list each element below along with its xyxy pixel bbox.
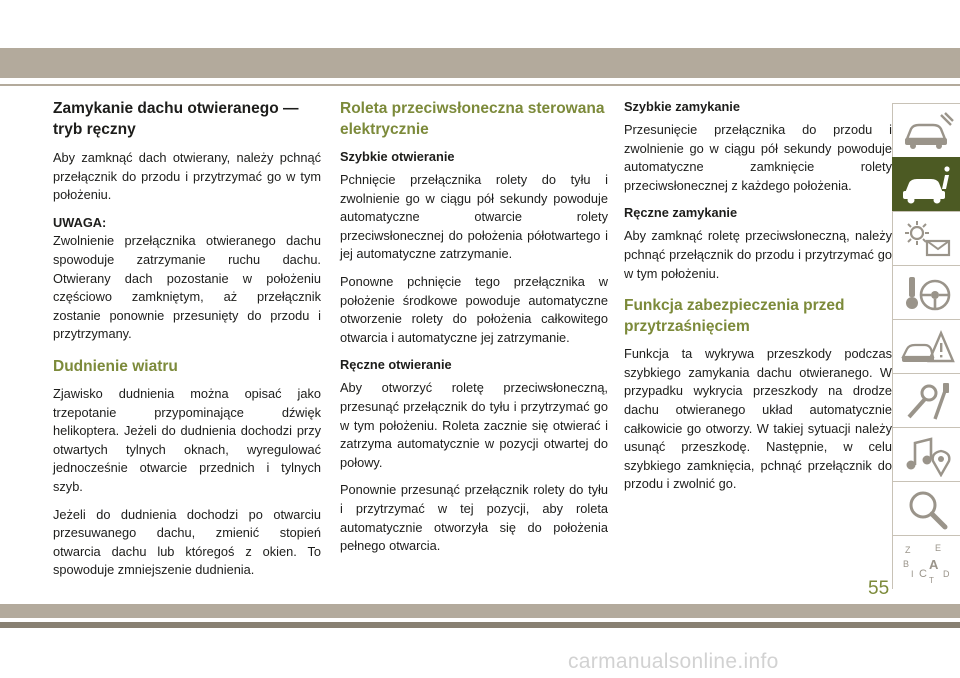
chapter-tab-sidebar — [892, 103, 960, 589]
top-divider — [0, 84, 960, 86]
wrench-and-screwdriver-icon — [899, 379, 955, 423]
alphabet-index-icon — [899, 541, 955, 585]
chapter-tab-instrument-panel[interactable] — [892, 211, 960, 265]
paragraph: Pchnięcie przełącznika rolety do tyłu i zwolnienie go w ciągu pół sekundy powoduje automatyczne otwarcie rolety przeciwsłonecznej do położenia półotwartego i jej automatyczne zatrzymanie. — [340, 172, 608, 262]
magnifier-icon — [899, 487, 955, 531]
chapter-tab-specifications[interactable] — [892, 481, 960, 535]
paragraph: Aby otworzyć roletę przeciwsłoneczną, przesunąć przełącznik do tyłu i przytrzymać go w tym położeniu. Roleta zacznie się otwierać i zatrzyma automatycznie w pozycji otwartej do połowy. — [340, 380, 608, 470]
paragraph: Jeżeli do dudnienia dochodzi po otwarciu przesuwanego dachu, zmienić stopień otwarcia dachu lub któregoś z okien. To spowoduje zmniejszenie dudnienia. — [53, 506, 321, 578]
car-info-icon — [899, 163, 955, 207]
index-letter: T — [929, 576, 934, 585]
index-letter: B — [903, 559, 910, 569]
column-left — [53, 98, 321, 580]
column-middle — [340, 98, 608, 556]
paragraph: Zjawisko dudnienia można opisać jako trzepotanie przypominające dźwięk helikoptera. Jeżeli do dudnienia dochodzi przy otwartych tylnych oknach, wyregulować jednocześnie otwarcie przednich i tylnych szyb. — [53, 385, 321, 494]
paragraph: Aby zamknąć dach otwierany, należy pchnąć przełącznik do przodu i przytrzymać go w tym położeniu. — [53, 150, 321, 203]
index-letter: E — [935, 543, 942, 553]
paragraph: Przesunięcie przełącznika do przodu i zwolnienie go w ciągu pół sekundy powoduje automatyczne zamknięcie rolety przeciwsłonecznej z każdego położenia. — [624, 122, 892, 193]
bottom-decorative-band — [0, 604, 960, 618]
chapter-tab-multimedia[interactable] — [892, 427, 960, 481]
chapter-tab-controls-active[interactable] — [892, 157, 960, 211]
page-number: 55 — [868, 578, 890, 599]
subheading-express-open: Szybkie otwieranie — [340, 149, 455, 164]
column-right — [624, 98, 892, 494]
watermark-text: carmanualsonline.info — [568, 650, 779, 673]
bottom-divider — [0, 622, 960, 628]
chapter-tab-getting-to-know[interactable] — [892, 103, 960, 157]
paragraph: Ponownie przesunąć przełącznik rolety do tyłu i przytrzymać w tej pozycji, aby roleta automatycznie otworzyła się do położenia pełnego otwarcia. — [340, 482, 608, 554]
index-letter: D — [943, 569, 950, 579]
warning-triangle-car-icon — [899, 325, 955, 369]
subheading-express-close: Szybkie zamykanie — [624, 99, 740, 114]
index-letter: Z — [905, 545, 911, 555]
steering-wheel-and-key-icon — [899, 271, 955, 315]
index-letter: A — [929, 557, 939, 572]
car-with-tools-icon — [899, 109, 955, 153]
section-heading-sunshade: Roleta przeciwsłoneczna sterowana elektrycznie — [340, 100, 605, 138]
top-decorative-band — [0, 48, 960, 78]
chapter-tab-servicing[interactable] — [892, 373, 960, 427]
subheading-manual-open: Ręczne otwieranie — [340, 357, 452, 373]
note-text: Zwolnienie przełącznika otwieranego dachu spowoduje zatrzymanie ruchu dachu. Otwierany dach pozostanie w położeniu częściowo zamkniętym, aż przełącznik zostanie ponownie przesunięty do przodu i przytrzymany. — [53, 233, 321, 342]
paragraph: Aby zamknąć roletę przeciwsłoneczną, należy pchnąć przełącznik do przodu i przytrzymać go w tym położeniu. — [624, 228, 892, 281]
note-label: UWAGA: — [53, 214, 107, 230]
chapter-tab-emergency[interactable] — [892, 319, 960, 373]
paragraph: Funkcja ta wykrywa przeszkody podczas szybkiego zamykania dachu otwieranego. W przypadku wykrycia przeszkody na drodze dachu otwieranego układ automatycznie całkowicie go otworzy. W takiej sytuacji należy usunąć przeszkodę. Następnie, w celu szybkiego zamknięcia, pchnąć przełącznik do przodu i zwolnić go. — [624, 346, 892, 492]
chapter-tab-index[interactable] — [892, 535, 960, 589]
paragraph: Ponowne pchnięcie tego przełącznika w położenie środkowe powoduje automatyczne otworzenie rolety do położenia całkowitego otwarcia i automatyczne jej zatrzymanie. — [340, 273, 608, 345]
section-heading-pinch-protect: Funkcja zabezpieczenia przed przytrzaśnięciem — [624, 297, 845, 336]
index-letter: C — [919, 568, 927, 580]
section-heading-manual-close: Zamykanie dachu otwieranego — tryb ręczny — [53, 100, 299, 138]
warning-lights-and-message-icon — [899, 217, 955, 261]
section-heading-wind-buffeting: Dudnienie wiatru — [53, 357, 178, 375]
music-and-navigation-icon — [899, 433, 955, 477]
index-letter: I — [911, 569, 914, 579]
subheading-manual-close: Ręczne zamykanie — [624, 205, 738, 221]
chapter-tab-safety[interactable] — [892, 265, 960, 319]
